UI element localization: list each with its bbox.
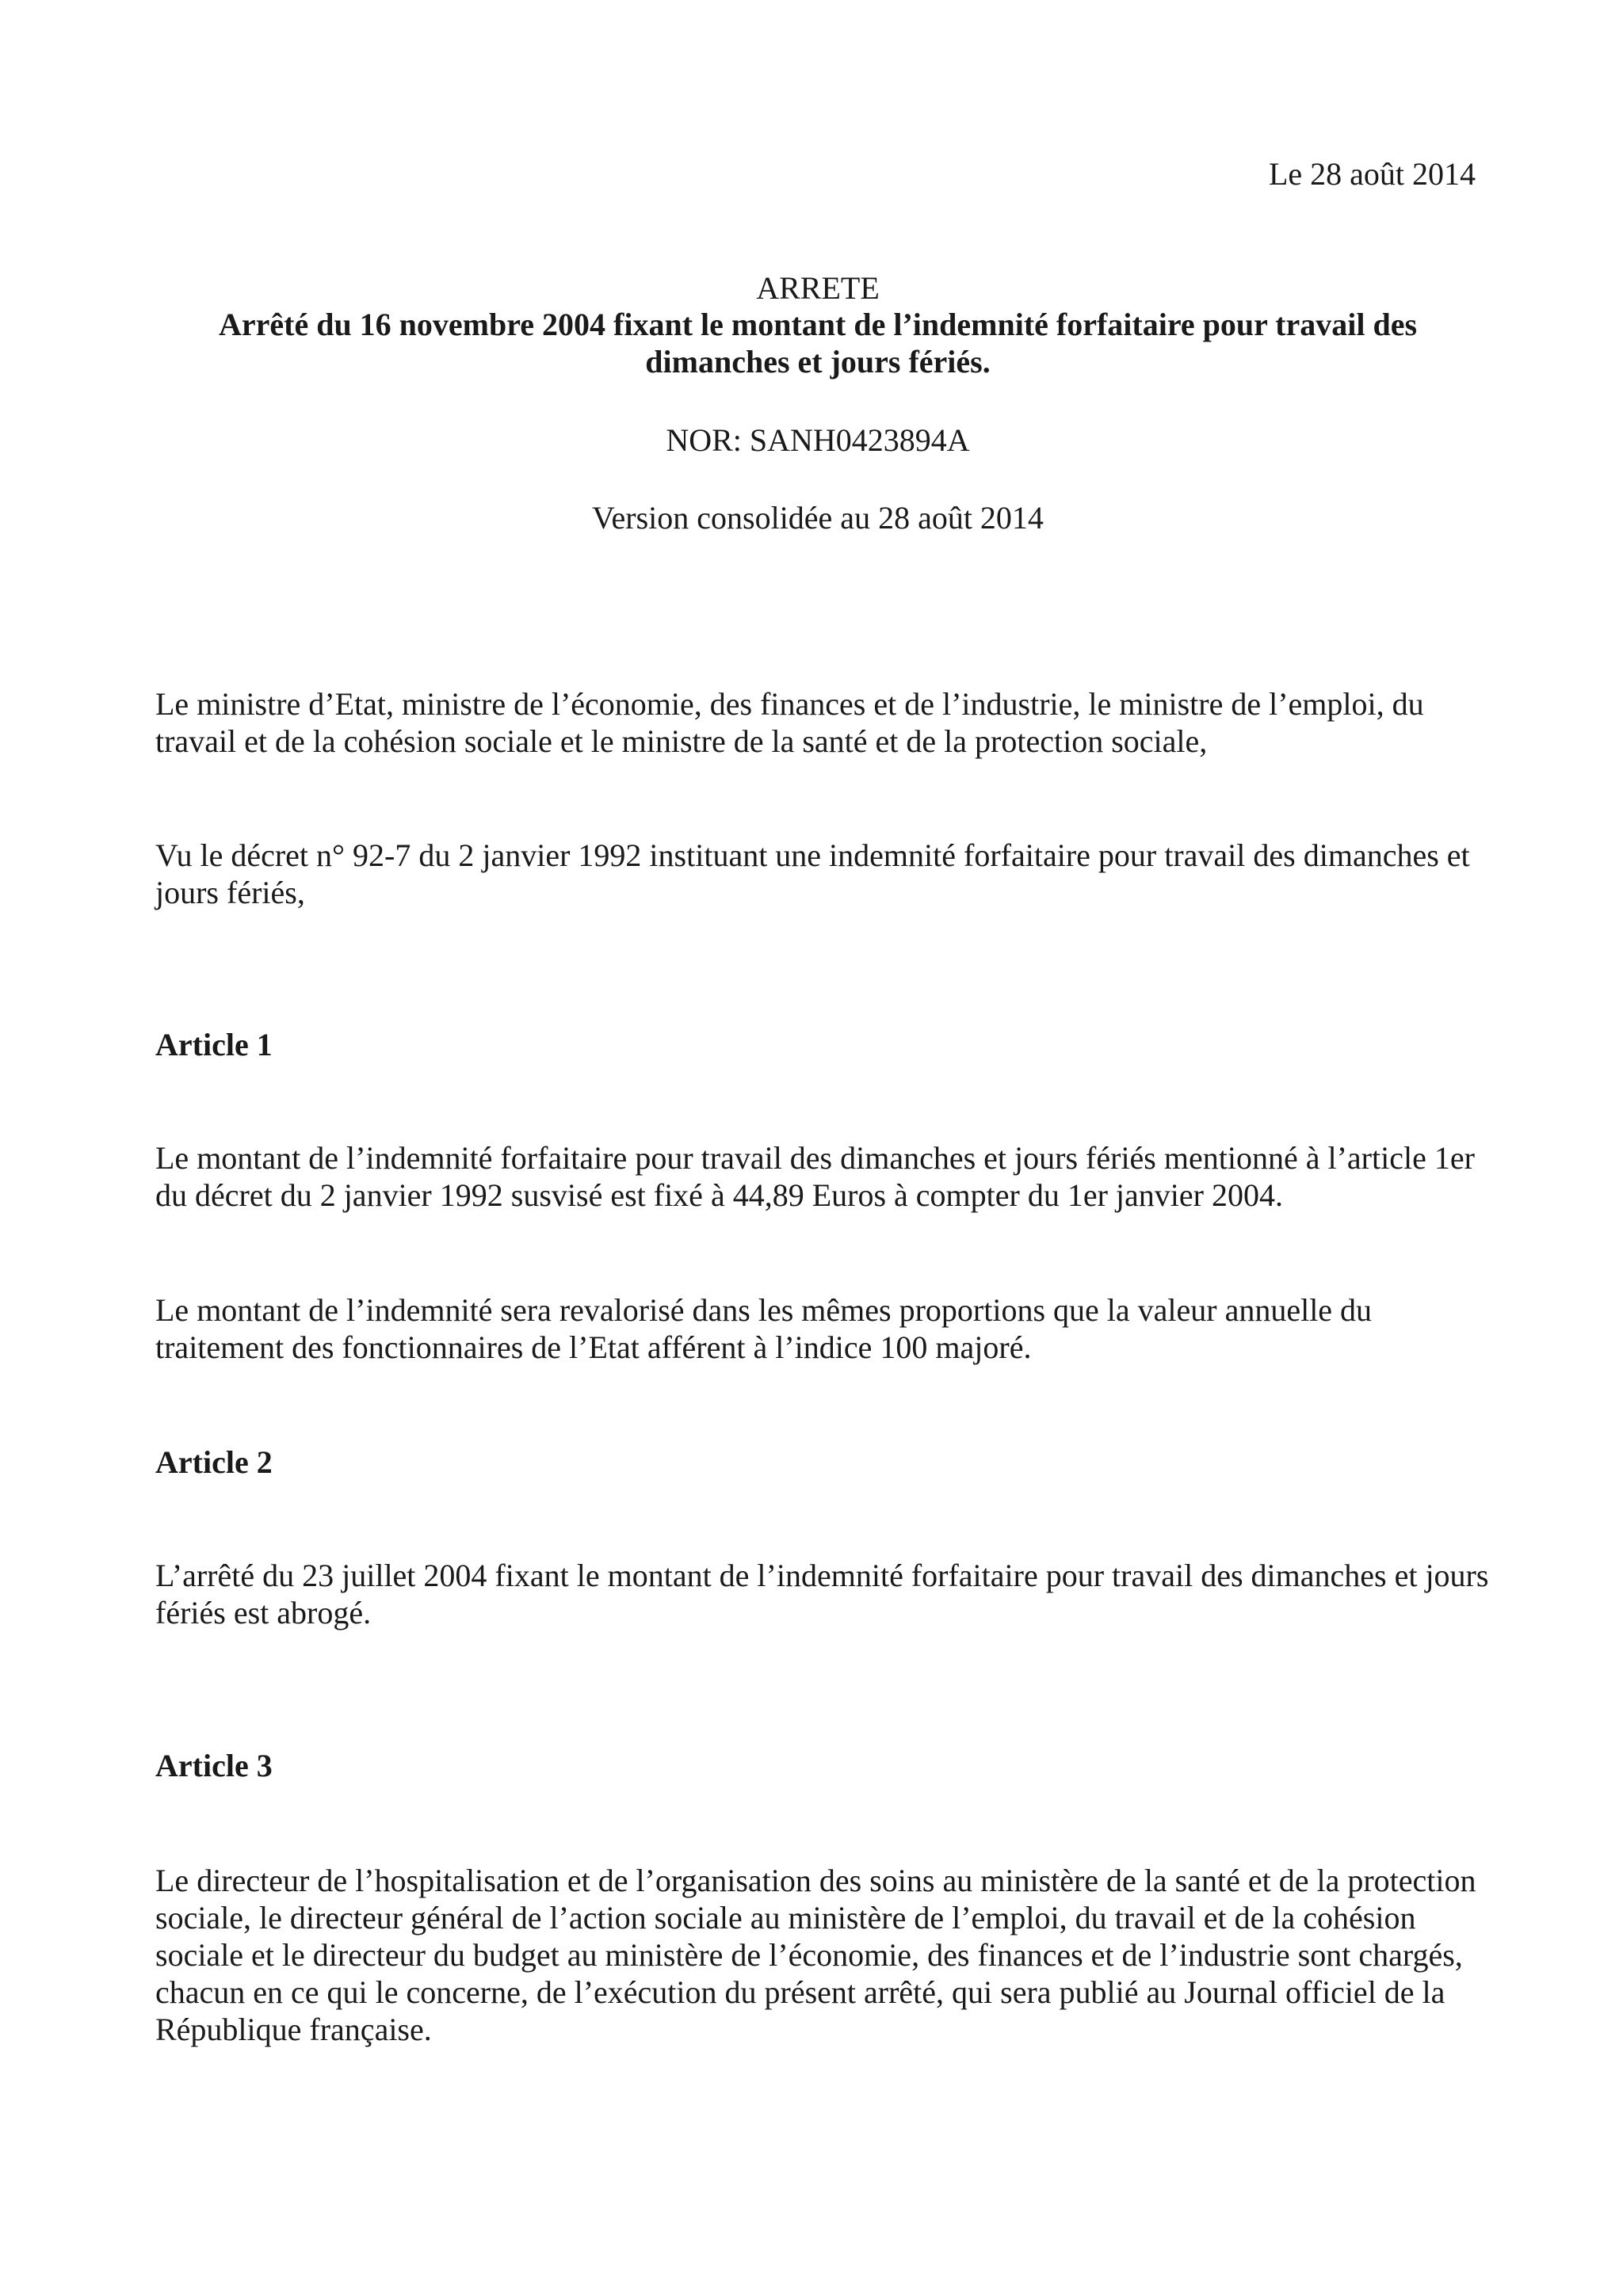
article-1-paragraph-2: Le montant de l’indemnité sera revalorisé dans les mêmes proportions que la valeur annuelle du traitement des fonctionnaires de l’Etat afférent à l’indice 100 majoré. — [155, 1292, 1373, 1365]
document-title: Arrêté du 16 novembre 2004 fixant le montant de l’indemnité forfaitaire pour travail des dimanches et jours fériés. — [218, 307, 1418, 379]
consolidated-version: Version consolidée au 28 août 2014 — [592, 500, 1044, 536]
preamble-vu: Vu le décret n° 92-7 du 2 janvier 1992 instituant une indemnité forfaitaire pour travail des dimanches et jours fériés, — [155, 837, 1470, 910]
article-3-paragraph-1: Le directeur de l’hospitalisation et de l’organisation des soins au ministère de la santé et de la protection sociale, le directeur général de l’action sociale au ministère de l’emploi, du travail et de la cohésion sociale et le directeur du budget au ministère de l’économie, des finances et de l’industrie sont chargés, chacun en ce qui le concerne, de l’exécution du présent arrêté, qui sera publié au Journal officiel de la République française. — [155, 1863, 1476, 2047]
article-1-paragraph-1: Le montant de l’indemnité forfaitaire pour travail des dimanches et jours fériés mentionné à l’article 1er du décret du 2 janvier 1992 susvisé est fixé à 44,89 Euros à compter du 1er janvier 2004. — [155, 1140, 1475, 1213]
article-1-heading: Article 1 — [155, 1027, 273, 1062]
article-2-paragraph-1: L’arrêté du 23 juillet 2004 fixant le montant de l’indemnité forfaitaire pour travail des dimanches et jours fériés est abrogé. — [155, 1558, 1489, 1630]
article-2-heading: Article 2 — [155, 1444, 273, 1480]
preamble-ministers: Le ministre d’Etat, ministre de l’économie, des finances et de l’industrie, le ministre de l’emploi, du travail et de la cohésion sociale et le ministre de la santé et de la protection sociale, — [155, 686, 1424, 759]
document-date: Le 28 août 2014 — [1268, 156, 1476, 192]
article-3-heading: Article 3 — [155, 1748, 273, 1783]
nor-reference: NOR: SANH0423894A — [666, 422, 970, 458]
document-type: ARRETE — [756, 270, 880, 306]
